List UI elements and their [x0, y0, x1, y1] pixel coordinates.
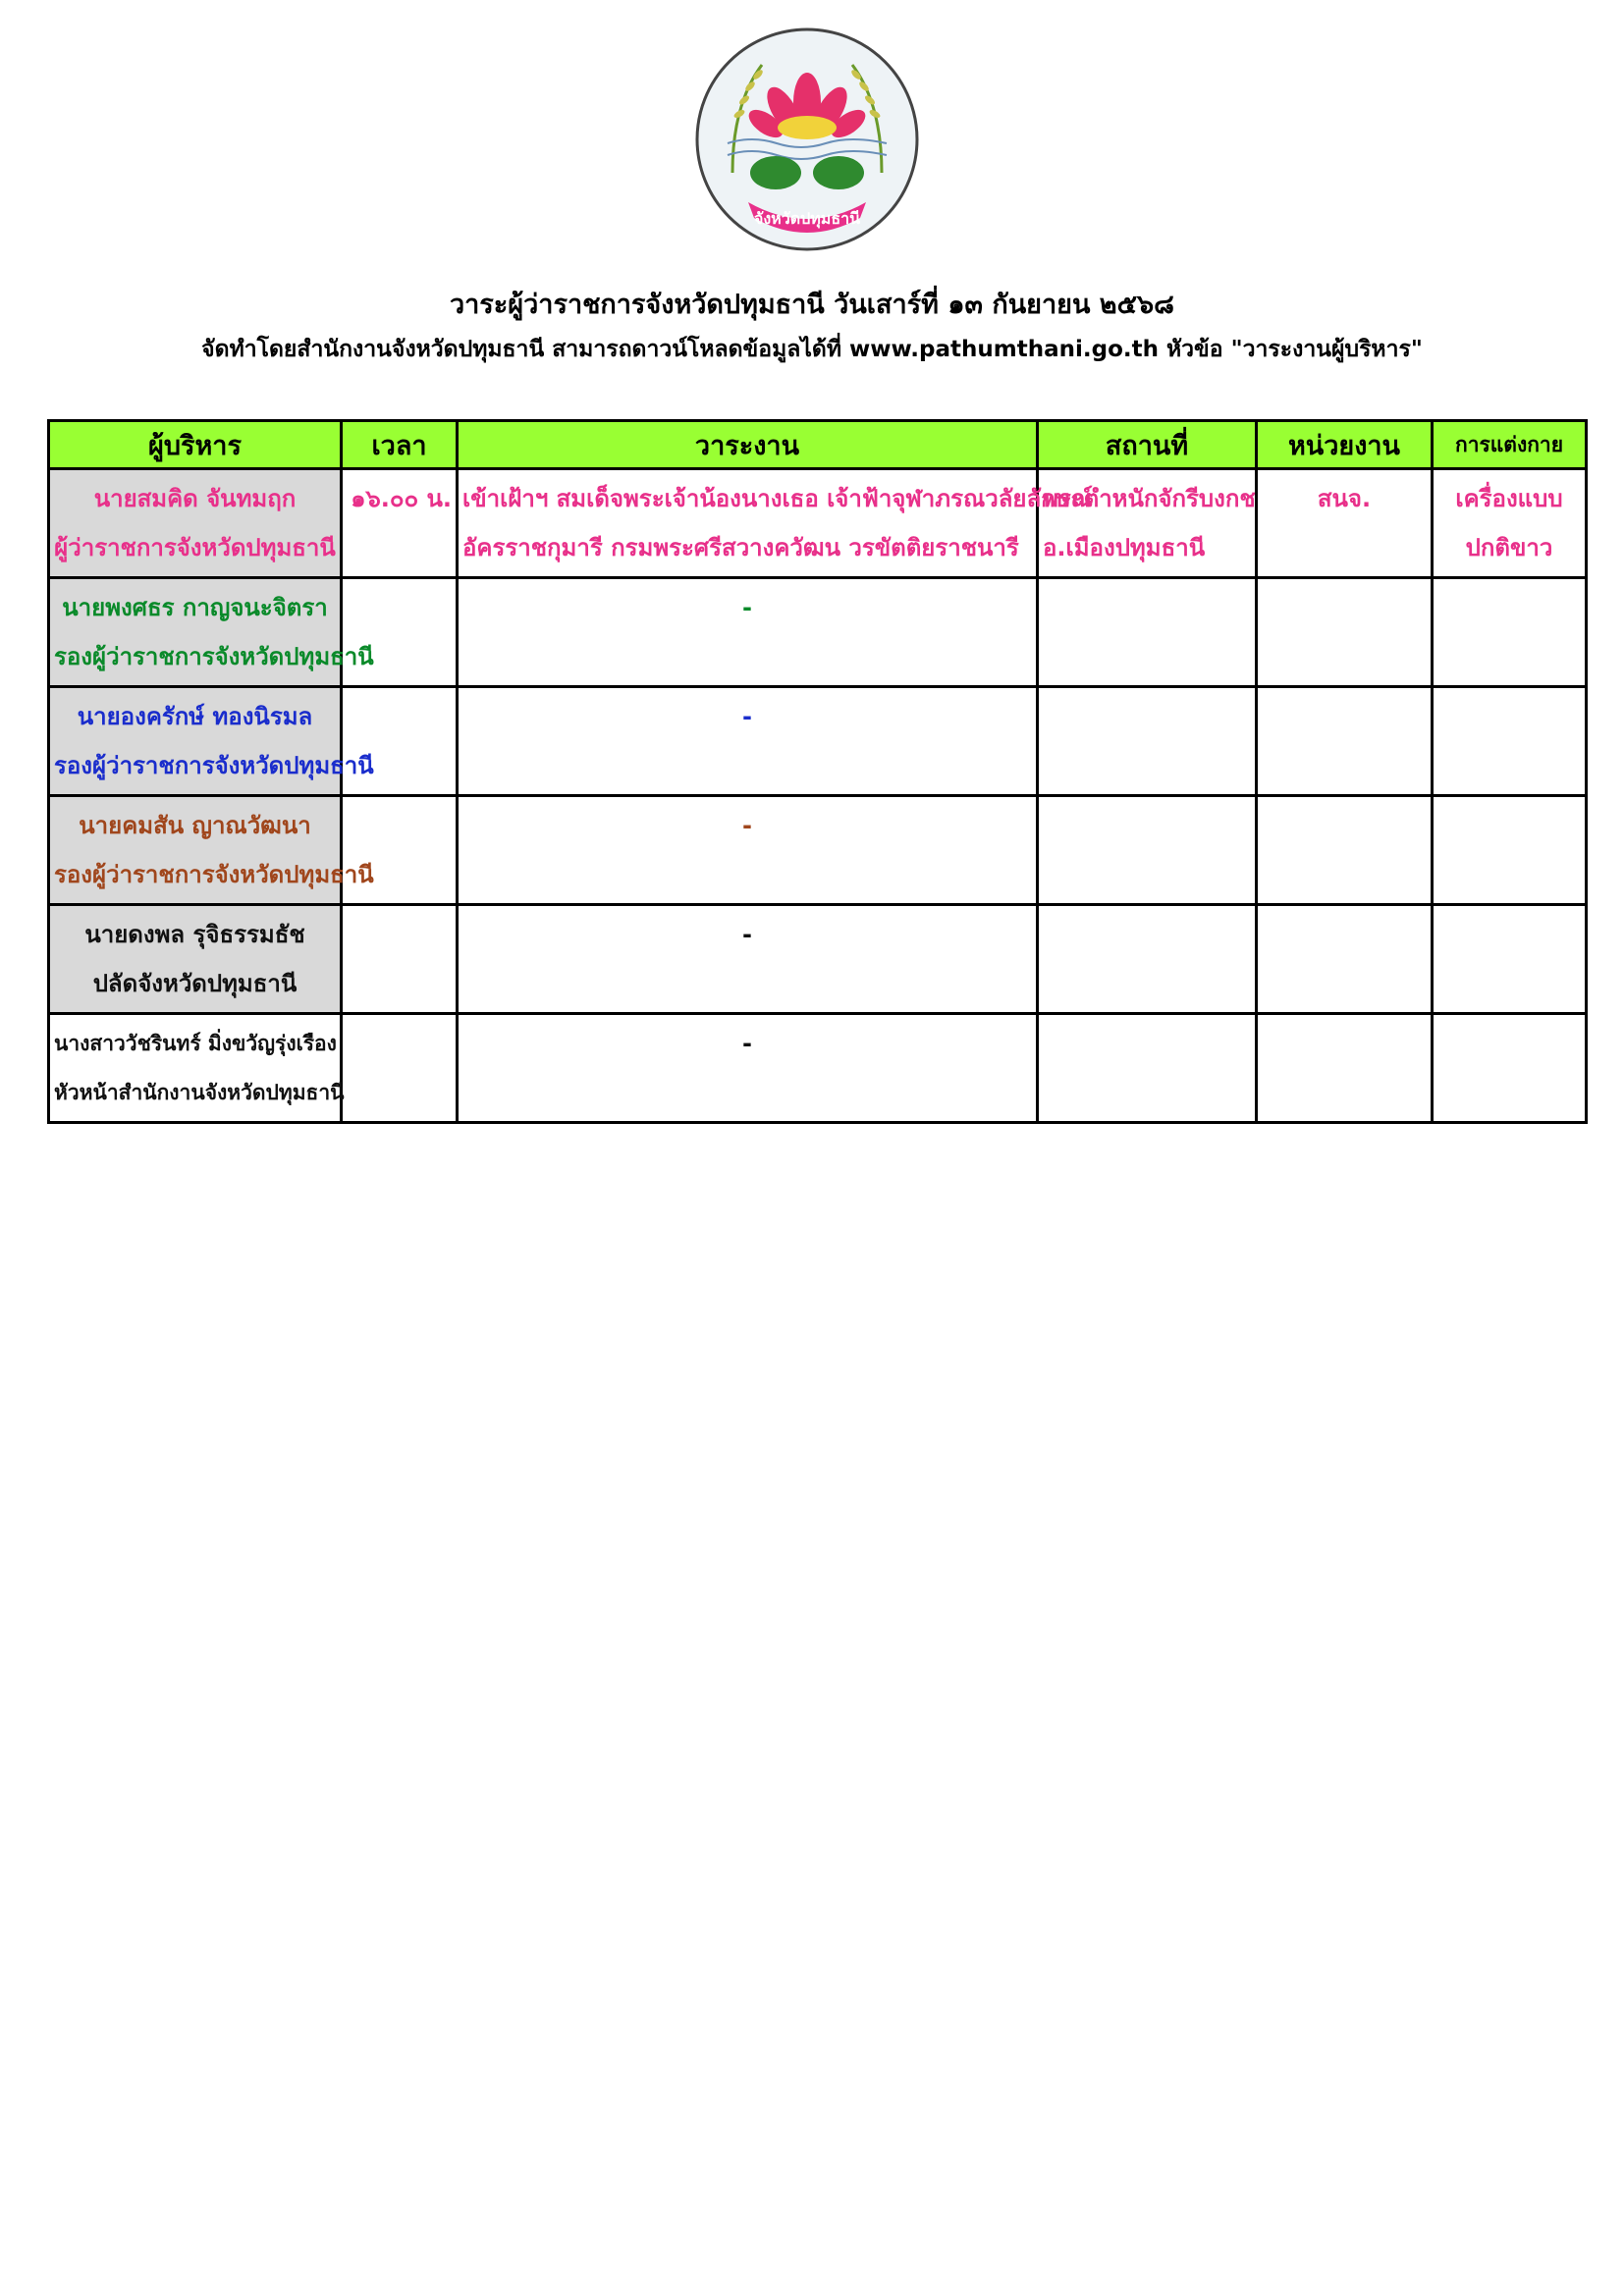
dress-line: เครื่องแบบ: [1455, 485, 1563, 512]
unit-cell: [1257, 796, 1433, 905]
agenda-cell: -: [458, 1014, 1038, 1123]
executive-cell: [49, 1014, 345, 1123]
dress-cell: [1433, 469, 1587, 578]
time-cell: ๑๖.๐๐ น.: [342, 469, 458, 578]
executive-name: นายองครักษ์ ทองนิรมล: [77, 703, 313, 730]
agenda-cell: -: [458, 578, 1038, 687]
executive-cell: [49, 796, 374, 905]
dress-line: ปกติขาว: [1465, 534, 1553, 561]
unit-cell: [1257, 905, 1433, 1014]
dress-cell: [1433, 687, 1587, 796]
time-cell: [342, 905, 458, 1014]
place-cell: [1038, 796, 1257, 905]
table-row: [49, 905, 1587, 1014]
place-line: อ.เมืองปทุมธานี: [1043, 534, 1206, 561]
agenda-line: เข้าเฝ้าฯ สมเด็จพระเจ้าน้องนางเธอ เจ้าฟ้าจุฬาภรณวลัยลักษณ์: [462, 485, 1093, 512]
executive-cell: [49, 905, 342, 1014]
dress-cell: [1433, 905, 1587, 1014]
header-executive: ผู้บริหาร: [49, 421, 342, 469]
executive-name: นายคมสัน ญาณวัฒนา: [79, 812, 311, 839]
agenda-cell: -: [458, 687, 1038, 796]
header-place: สถานที่: [1038, 421, 1257, 469]
header-dress: การแต่งกาย: [1433, 421, 1587, 469]
executive-cell: [49, 469, 342, 578]
agenda-line: อัครราชกุมารี กรมพระศรีสวางควัฒน วรขัตติยราชนารี: [462, 534, 1019, 561]
place-cell: [1038, 687, 1257, 796]
executive-position: ผู้ว่าราชการจังหวัดปทุมธานี: [54, 534, 336, 561]
place-cell: [1038, 469, 1257, 578]
agenda-cell: -: [458, 905, 1038, 1014]
seal-text: จังหวัดปทุมธานี: [753, 209, 861, 228]
agenda-cell: -: [458, 796, 1038, 905]
table-header-row: [49, 421, 1587, 469]
executive-cell: [49, 578, 374, 687]
unit-cell: [1257, 578, 1433, 687]
dress-cell: [1433, 578, 1587, 687]
page-title: วาระผู้ว่าราชการจังหวัดปทุมธานี วันเสาร์ที่ ๑๓ กันยายน ๒๕๖๘: [449, 290, 1175, 320]
dress-cell: [1433, 1014, 1587, 1123]
table-row: [49, 687, 1587, 796]
executive-position: รองผู้ว่าราชการจังหวัดปทุมธานี: [54, 752, 374, 779]
executive-position: ปลัดจังหวัดปทุมธานี: [92, 970, 298, 997]
header-time: เวลา: [342, 421, 458, 469]
table-row: [49, 796, 1587, 905]
time-cell: [342, 1014, 458, 1123]
table-row: [49, 578, 1587, 687]
dress-cell: [1433, 796, 1587, 905]
executive-name: นายดงพล รุจิธรรมธัช: [84, 921, 305, 948]
agenda-cell: [458, 469, 1093, 578]
place-cell: [1038, 1014, 1257, 1123]
executive-name: นางสาววัชรินทร์ มิ่งขวัญรุ่งเรือง: [54, 1032, 337, 1055]
table-row: [49, 1014, 1587, 1123]
unit-cell: [1257, 1014, 1433, 1123]
page-subtitle: จัดทำโดยสำนักงานจังหวัดปทุมธานี สามารถดาวน์โหลดข้อมูลได้ที่ www.pathumthani.go.th หัวข้อ "วาระงานผู้บริหาร": [201, 337, 1423, 362]
executive-position: หัวหน้าสำนักงานจังหวัดปทุมธานี: [54, 1081, 345, 1104]
executive-name: นายสมคิด จันทมฤก: [93, 485, 297, 512]
place-cell: [1038, 578, 1257, 687]
place-cell: [1038, 905, 1257, 1014]
place-line: พระตำหนักจักรีบงกช: [1043, 485, 1256, 512]
executive-position: รองผู้ว่าราชการจังหวัดปทุมธานี: [54, 643, 374, 670]
schedule-table: [47, 419, 1588, 1124]
executive-cell: [49, 687, 374, 796]
unit-cell: สนจ.: [1257, 469, 1433, 578]
executive-name: นายพงศธร กาญจนะจิตรา: [62, 594, 328, 621]
executive-position: รองผู้ว่าราชการจังหวัดปทุมธานี: [54, 861, 374, 888]
header-agenda: วาระงาน: [458, 421, 1038, 469]
province-seal-logo: [693, 26, 921, 253]
header-unit: หน่วยงาน: [1257, 421, 1433, 469]
unit-cell: [1257, 687, 1433, 796]
table-row: [49, 469, 1587, 578]
